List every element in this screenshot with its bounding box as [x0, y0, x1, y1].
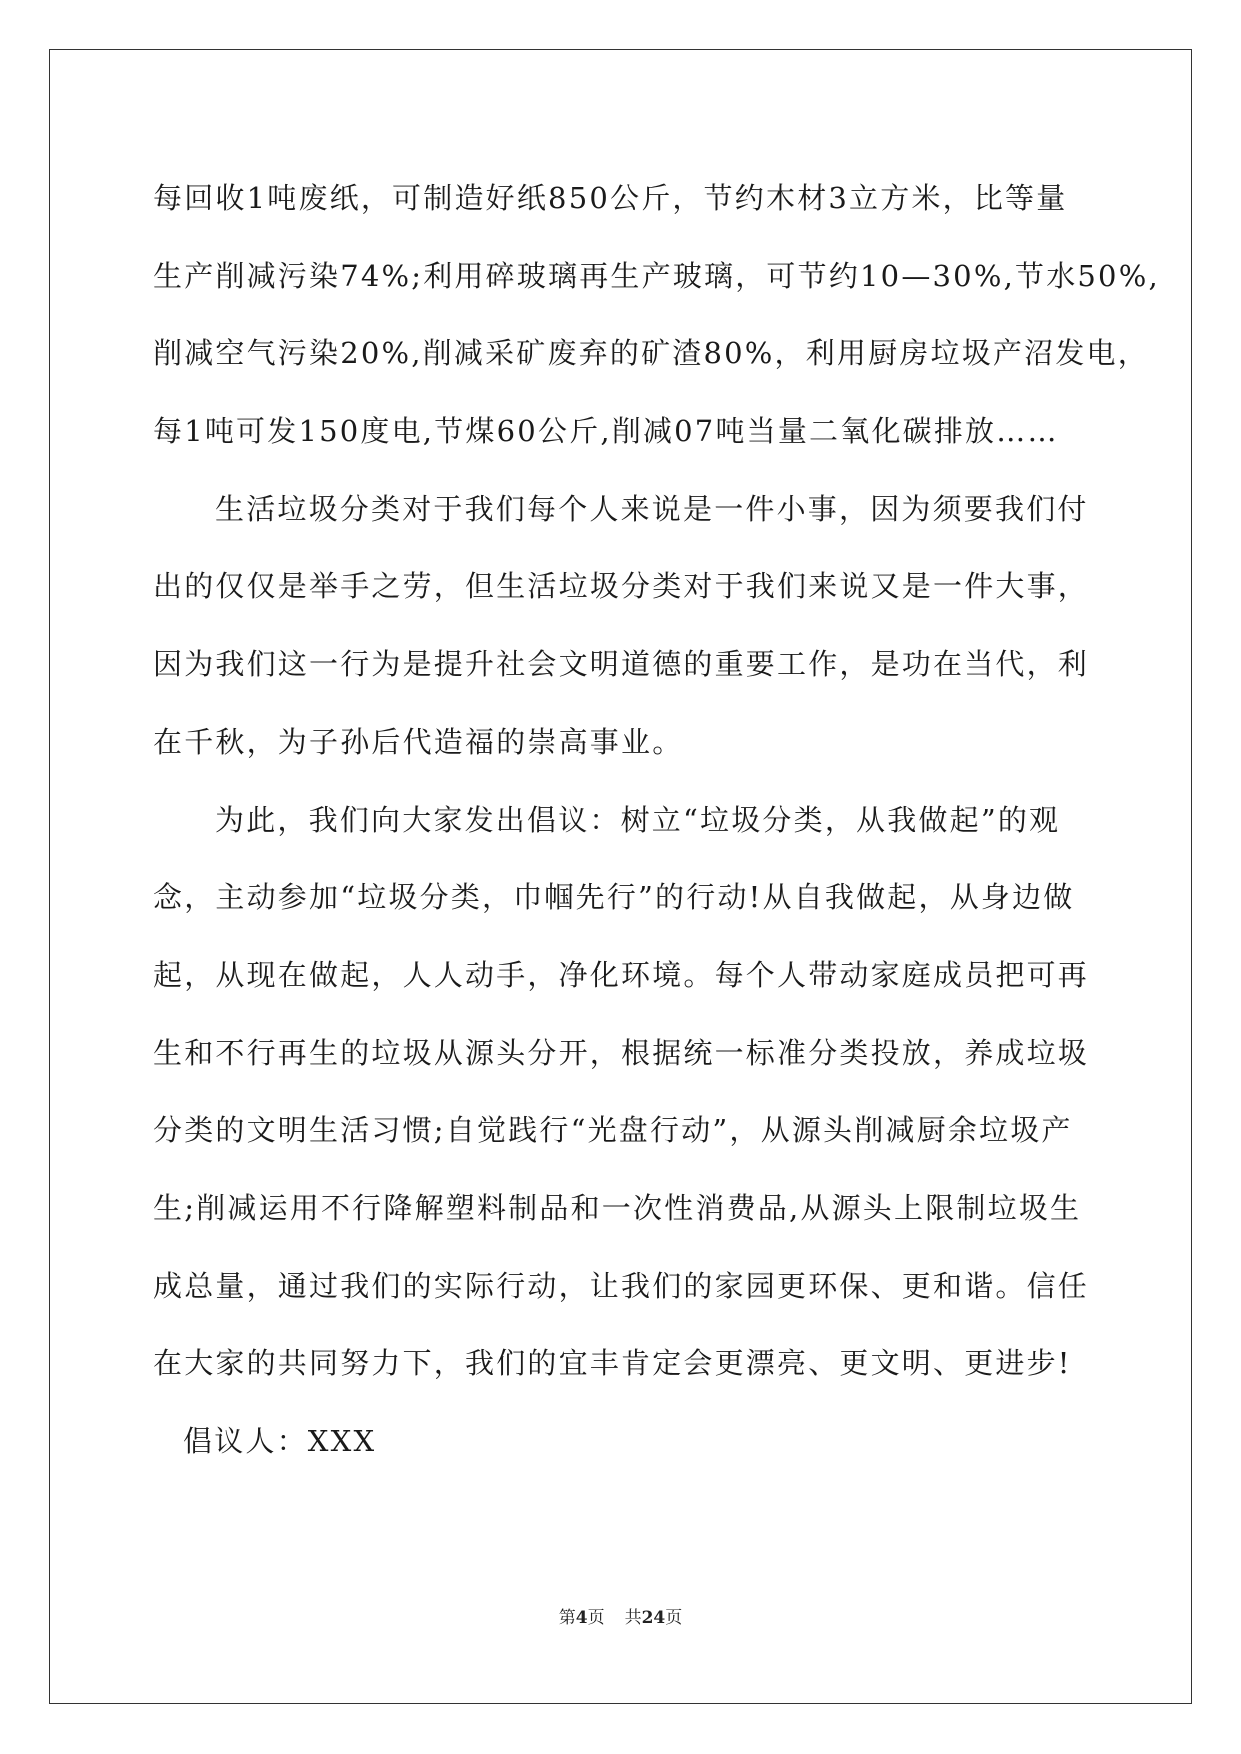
paragraph-start-line: 生活垃圾分类对于我们每个人来说是一件小事，因为须要我们付: [215, 491, 1089, 526]
paragraph-start-line: 为此，我们向大家发出倡议：树立“垃圾分类，从我做起”的观: [215, 802, 1061, 837]
text-line: 成总量，通过我们的实际行动，让我们的家园更环保、更和谐。信任: [153, 1268, 1090, 1303]
total-suffix: 页: [665, 1608, 683, 1628]
page-total: 24: [641, 1608, 666, 1628]
text-line: 每回收1吨废纸，可制造好纸850公斤，节约木材3立方米，比等量: [153, 181, 1068, 215]
text-line: 在大家的共同努力下，我们的宜丰肯定会更漂亮、更文明、更进步!: [153, 1346, 1072, 1381]
text-line: 削减空气污染20%,削减采矿废弃的矿渣80%，利用厨房垃圾产沼发电，: [153, 336, 1149, 371]
text-line: 生;削减运用不行降解塑料制品和一次性消费品,从源头上限制垃圾生: [153, 1190, 1082, 1225]
text-line: 生和不行再生的垃圾从源头分开，根据统一标准分类投放，养成垃圾: [153, 1035, 1090, 1070]
text-line: 出的仅仅是举手之劳，但生活垃圾分类对于我们来说又是一件大事，: [153, 569, 1090, 604]
signature-line: 倡议人：XXX: [183, 1424, 377, 1458]
page-suffix: 页: [587, 1608, 605, 1628]
text-line: 起，从现在做起，人人动手，净化环境。每个人带动家庭成员把可再: [153, 957, 1090, 992]
text-line: 念，主动参加“垃圾分类，巾帼先行”的行动!从自我做起，从身边做: [153, 880, 1075, 915]
page-footer: [0, 1603, 1241, 1628]
text-line: 生产削减污染74%;利用碎玻璃再生产玻璃，可节约10—30%,节水50%,: [153, 258, 1160, 293]
page-current: 4: [575, 1608, 588, 1628]
text-line: 在千秋，为子孙后代造福的崇高事业。: [153, 724, 684, 759]
page-prefix: 第: [558, 1608, 576, 1628]
text-line: 每1吨可发150度电,节煤60公斤,削减07吨当量二氧化碳排放……: [153, 414, 1059, 449]
total-prefix: 共: [624, 1608, 642, 1628]
text-line: 分类的文明生活习惯;自觉践行“光盘行动”，从源头削减厨余垃圾产: [153, 1113, 1073, 1148]
document-body: [153, 160, 1160, 1481]
text-line: 因为我们这一行为是提升社会文明道德的重要工作，是功在当代，利: [153, 647, 1090, 682]
